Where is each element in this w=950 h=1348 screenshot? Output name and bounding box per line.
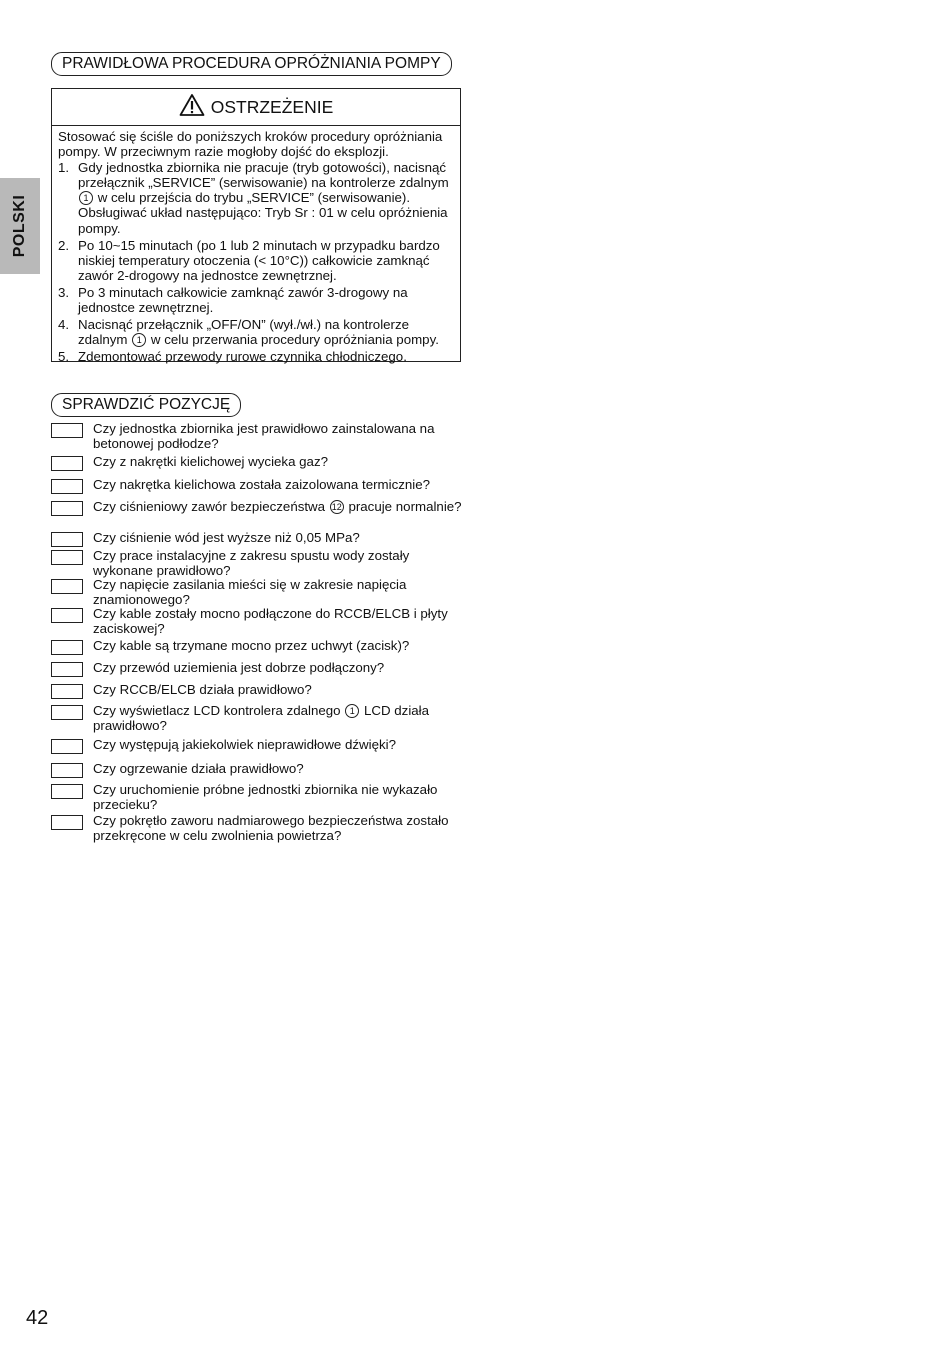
checkbox[interactable]	[51, 763, 83, 778]
checkbox[interactable]	[51, 532, 83, 547]
warning-step: 2. Po 10~15 minutach (po 1 lub 2 minutach w przypadku bardzo niskiej temperatury otoczenia (< 10°C)) całkowicie zamknąć zawór 2-drogowy na jednostce zewnętrznej.	[58, 237, 440, 283]
checkbox[interactable]	[51, 739, 83, 754]
ref-marker: 12	[331, 502, 342, 512]
warning-header	[52, 89, 460, 126]
check-items-title: SPRAWDZIĆ POZYCJĘ	[51, 393, 241, 417]
warning-step: 3. Po 3 minutach całkowicie zamknąć zawór 3-drogowy na jednostce zewnętrznej.	[58, 284, 408, 316]
checkbox[interactable]	[51, 550, 83, 565]
checkbox[interactable]	[51, 479, 83, 494]
warning-title: OSTRZEŻENIE	[210, 96, 334, 117]
warning-box	[51, 88, 461, 365]
checkbox[interactable]	[51, 501, 83, 516]
warning-body	[52, 126, 460, 364]
warning-triangle-icon	[179, 93, 205, 122]
ref-marker: 1	[345, 704, 359, 718]
ref-marker: 1	[79, 191, 93, 205]
checkbox[interactable]	[51, 784, 83, 799]
warning-steps	[58, 160, 454, 364]
warning-step: 4. Nacisnąć przełącznik „OFF/ON” (wył./wł.) na kontrolerze zdalnym 1 w celu przerwania procedury opróżniania pompy.	[58, 317, 439, 348]
ref-marker: 1	[132, 333, 146, 347]
language-label: POLSKI	[11, 194, 28, 258]
checkbox[interactable]	[51, 662, 83, 677]
checkbox[interactable]	[51, 579, 83, 594]
pump-down-title: PRAWIDŁOWA PROCEDURA OPRÓŻNIANIA POMPY	[51, 52, 452, 76]
checkbox[interactable]	[51, 640, 83, 655]
checkbox[interactable]	[51, 608, 83, 623]
page-number: 42	[26, 1307, 49, 1329]
warning-step: 1. Gdy jednostka zbiornika nie pracuje (tryb gotowości), nacisnąć przełącznik „SERVICE” (serwisowanie) na kontrolerze zdalnym 1 w celu przejścia do trybu „SERVICE” (serwisowanie). Obsługiwać układ następująco: Tryb Sr : 01 w celu opróżnienia pompy.	[58, 160, 449, 236]
checkbox[interactable]	[51, 705, 83, 720]
warning-step: 5. Zdemontować przewody rurowe czynnika chłodniczego.	[58, 349, 407, 365]
checkbox[interactable]	[51, 684, 83, 699]
warning-intro: Stosować się ściśle do poniższych kroków procedury opróżniania pompy. W przeciwnym razie mogłoby dojść do eksplozji.	[58, 129, 443, 160]
checkbox[interactable]	[51, 423, 83, 438]
language-side-tab	[0, 178, 40, 274]
checkbox[interactable]	[51, 815, 83, 830]
checkbox[interactable]	[51, 456, 83, 471]
